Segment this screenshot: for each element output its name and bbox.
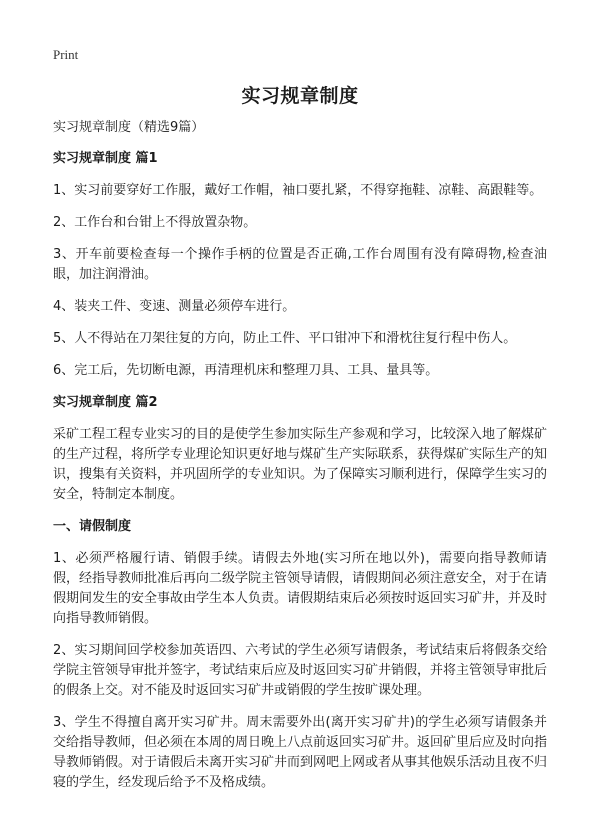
section-heading-leave-policy: 一、请假制度: [53, 519, 132, 534]
rule-paragraph: 4、装夹工件、变速、测量必须停车进行。: [53, 299, 296, 314]
document-subtitle: 实习规章制度（精选9篇）: [53, 120, 205, 135]
rule-paragraph: 1、实习前要穿好工作服，戴好工作帽，袖口要扎紧，不得穿拖鞋、凉鞋、高跟鞋等。: [53, 183, 543, 198]
intro-paragraph: 采矿工程工程专业实习的目的是使学生参加实际生产参观和学习，比较深入地了解煤矿的生产过程，将所学专业理论知识更好地与煤矿生产实际联系，获得煤矿实际生产的知识，搜集有关资料，并巩固所学的专业知识。为了保障实习顺利进行，保障学生实习的安全，特制定本制度。: [53, 427, 548, 502]
rule-paragraph: 3、开车前要检查每一个操作手柄的位置是否正确,工作台周围有没有障碍物,检查油眼，加注润滑油。: [53, 247, 547, 282]
rule-paragraph: 2、实习期间回学校参加英语四、六考试的学生必须写请假条，考试结束后将假条交给学院主管领导审批并签字，考试结束后应及时返回实习矿井销假，并将主管领导审批后的假条上交。对不能及时返回实习矿井或销假的学生按旷课处理。: [53, 643, 548, 698]
rule-paragraph: 6、完工后，先切断电源，再清理机床和整理刀具、工具、量具等。: [53, 363, 439, 378]
rule-paragraph: 5、人不得站在刀架往复的方向，防止工件、平口钳冲下和滑枕往复行程中伤人。: [53, 331, 517, 346]
document-body: [53, 118, 547, 805]
print-link[interactable]: Print: [53, 47, 79, 62]
rule-paragraph: 3、学生不得擅自离开实习矿井。周末需要外出(离开实习矿井)的学生必须写请假条并交给指导教师，但必须在本周的周日晚上八点前返回实习矿井。返回矿里后应及时向指导教师销假。对于请假后未离开实习矿井而到网吧上网或者从事其他娱乐活动且夜不归寝的学生，经发现后给予不及格成绩。: [53, 715, 548, 790]
section-heading-1: 实习规章制度 篇1: [53, 151, 158, 166]
rule-paragraph: 2、工作台和台钳上不得放置杂物。: [53, 215, 257, 230]
page-title: 实习规章制度: [241, 85, 359, 107]
rule-paragraph: 1、必须严格履行请、销假手续。请假去外地(实习所在地以外)，需要向指导教师请假，经指导教师批准后再向二级学院主管领导请假，请假期间必须注意安全，对于在请假期间发生的安全事故由学生本人负责。请假期结束后必须按时返回实习矿井，并及时向指导教师销假。: [53, 551, 548, 626]
section-heading-2: 实习规章制度 篇2: [53, 395, 158, 410]
